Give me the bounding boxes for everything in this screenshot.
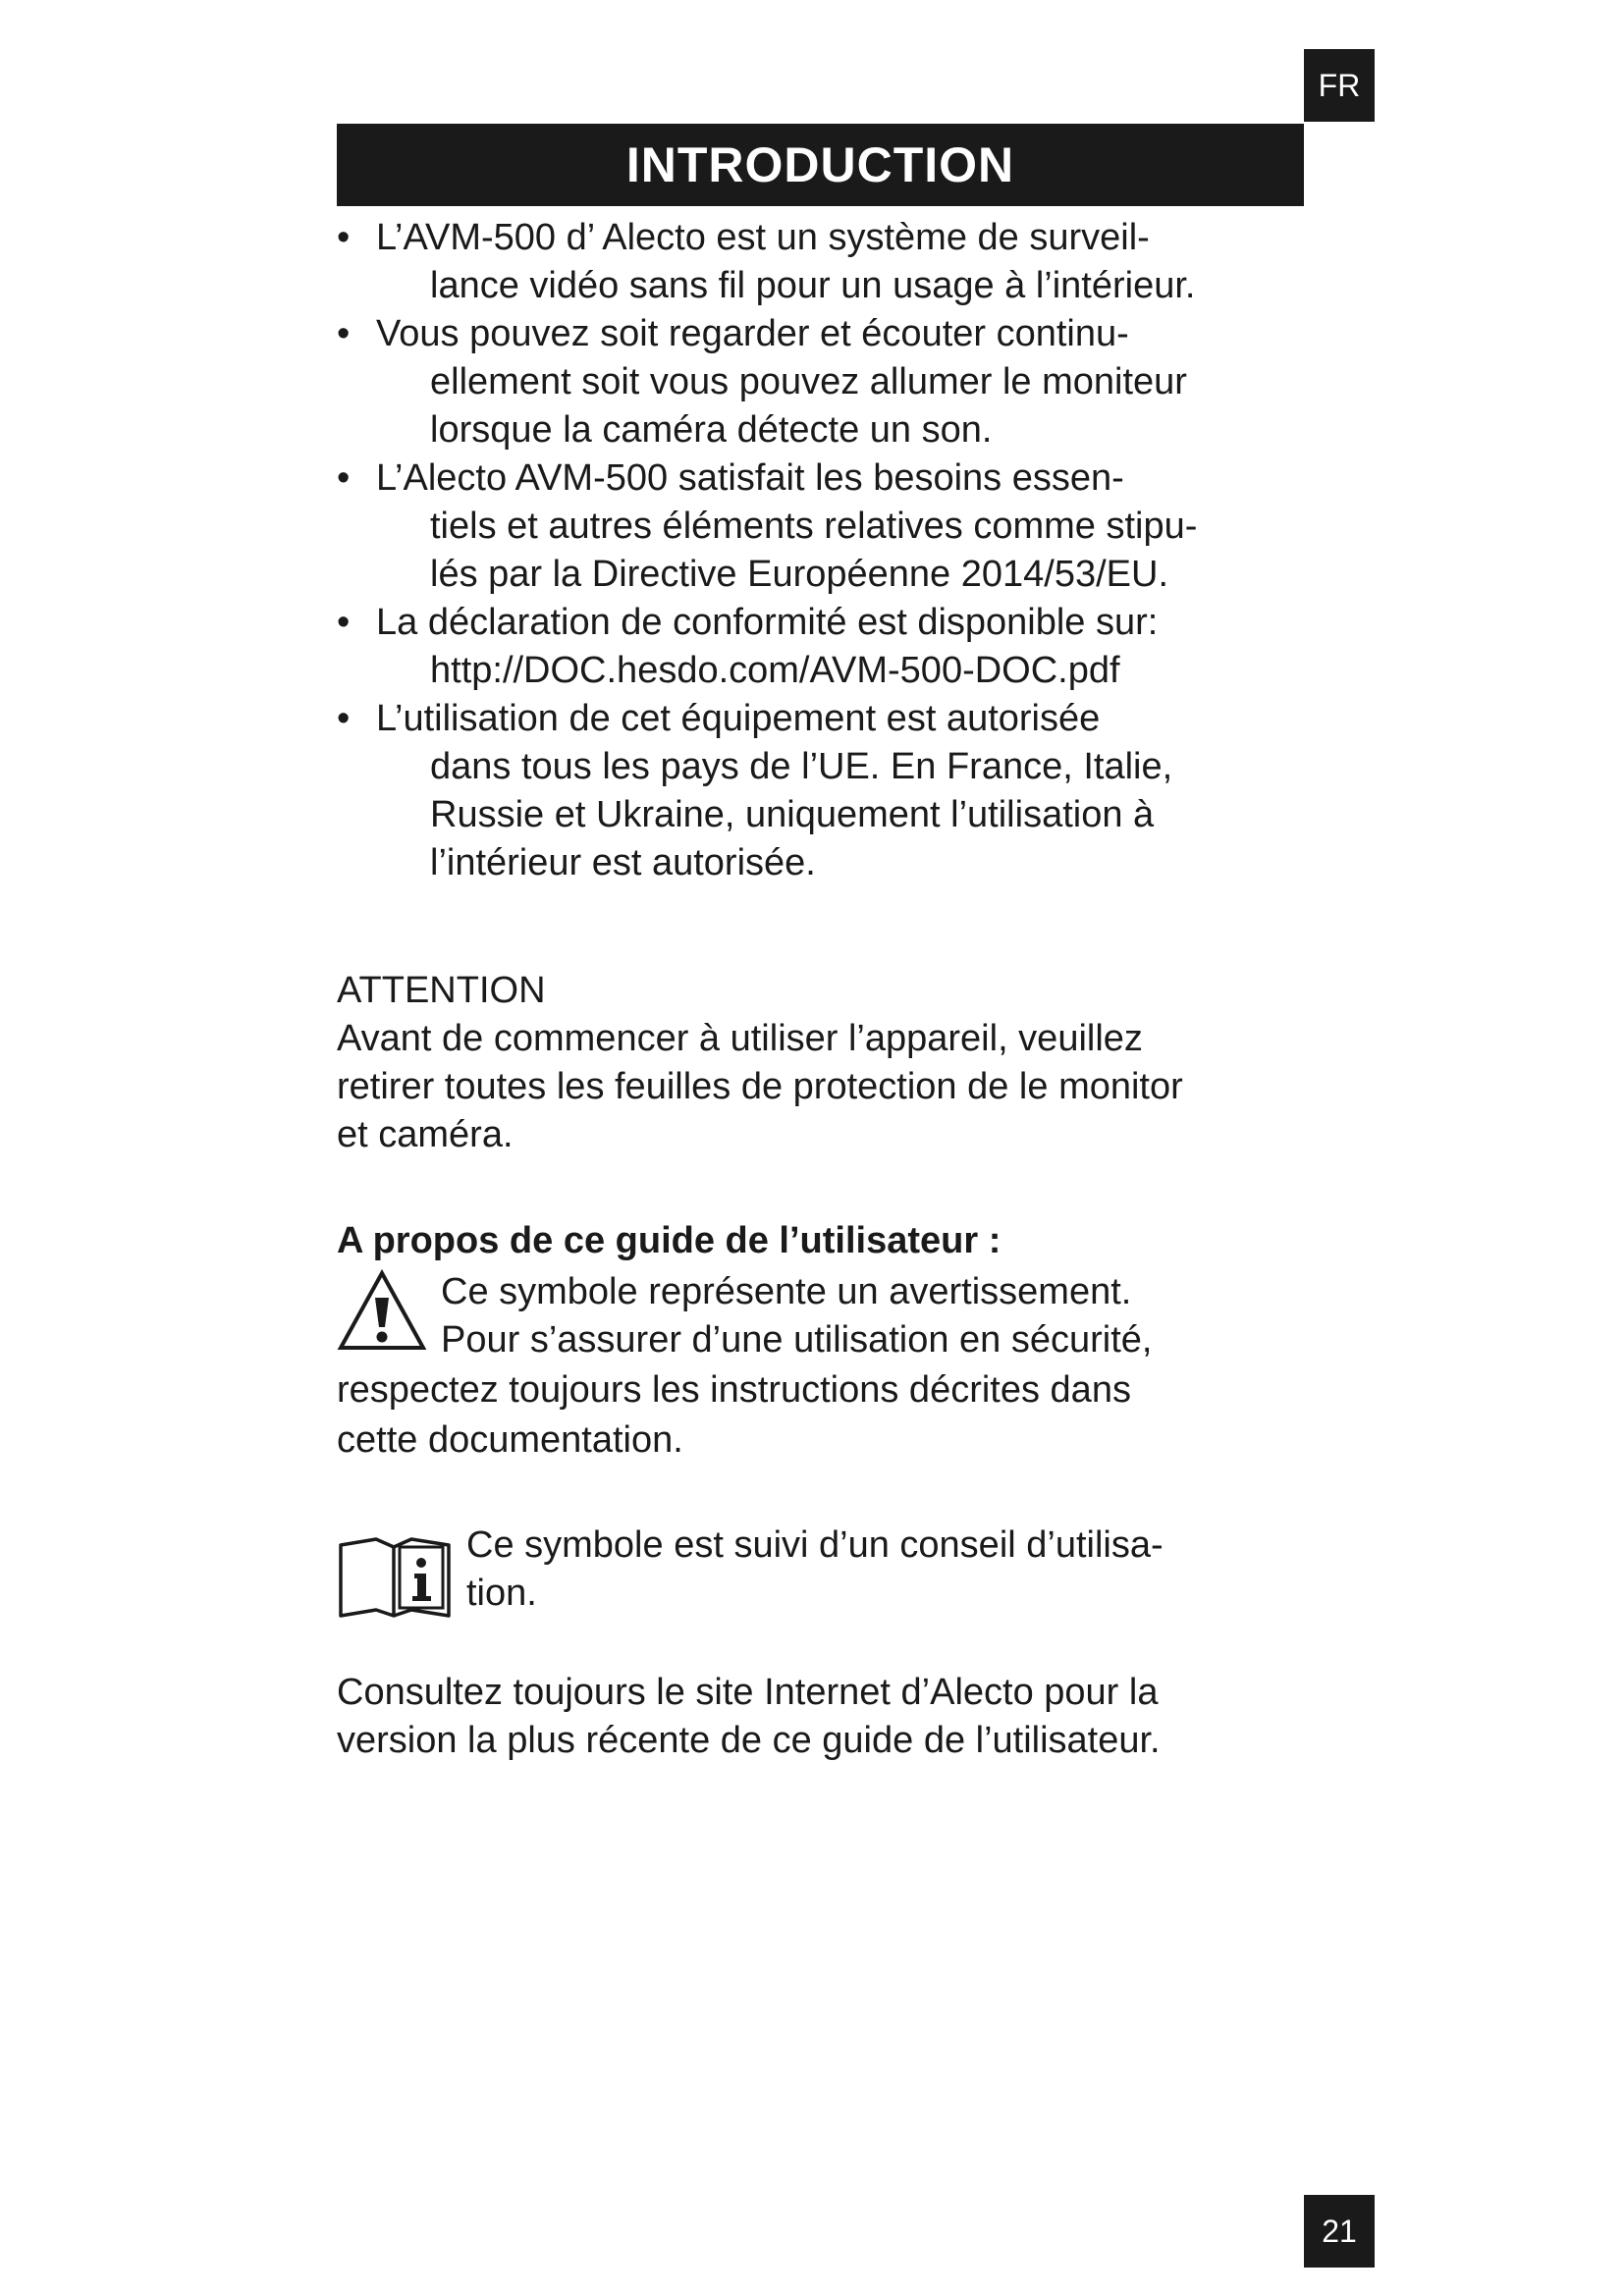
bullet-text: L’Alecto AVM-500 satisfait les besoins essen- bbox=[376, 457, 1124, 499]
bullet-item bbox=[332, 695, 1314, 887]
warning-text: respectez toujours les instructions décrites dans bbox=[337, 1369, 1131, 1411]
bullet-continuation: lorsque la caméra détecte un son. bbox=[430, 409, 993, 451]
bullet-dot: • bbox=[337, 698, 351, 739]
bullet-dot: • bbox=[337, 313, 351, 354]
doc-url[interactable]: http://DOC.hesdo.com/AVM-500-DOC.pdf bbox=[430, 650, 1120, 691]
about-section bbox=[337, 1217, 1319, 1265]
bullet-continuation: lés par la Directive Européenne 2014/53/EU. bbox=[430, 554, 1169, 595]
bullet-dot: • bbox=[337, 457, 351, 499]
info-note bbox=[337, 1522, 1319, 1618]
warning-text: cette documentation. bbox=[337, 1419, 683, 1461]
warning-note bbox=[337, 1268, 1319, 1465]
attention-line: retirer toutes les feuilles de protection de le monitor bbox=[337, 1066, 1183, 1107]
bullet-text: L’utilisation de cet équipement est autorisée bbox=[376, 698, 1101, 739]
bullet-continuation: Russie et Ukraine, uniquement l’utilisation à bbox=[430, 794, 1155, 835]
info-book-icon bbox=[337, 1529, 453, 1620]
bullet-continuation: dans tous les pays de l’UE. En France, Italie, bbox=[430, 746, 1173, 787]
bullet-dot: • bbox=[337, 602, 351, 643]
section-title: INTRODUCTION bbox=[337, 124, 1304, 206]
closing-line: version la plus récente de ce guide de l’utilisateur. bbox=[337, 1720, 1161, 1761]
attention-heading: ATTENTION bbox=[337, 970, 546, 1011]
closing-paragraph bbox=[337, 1669, 1319, 1765]
bullet-dot: • bbox=[337, 217, 351, 258]
warning-triangle-icon bbox=[337, 1268, 427, 1353]
bullet-text: L’AVM-500 d’ Alecto est un système de surveil- bbox=[376, 217, 1150, 258]
attention-line: et caméra. bbox=[337, 1114, 514, 1155]
warning-text: Ce symbole représente un avertissement. bbox=[441, 1271, 1132, 1312]
bullet-continuation: tiels et autres éléments relatives comme stipu- bbox=[430, 506, 1198, 547]
info-text: tion. bbox=[466, 1573, 537, 1614]
page-number: 21 bbox=[1304, 2195, 1375, 2268]
intro-bullet-list bbox=[332, 214, 1314, 887]
bullet-item bbox=[332, 214, 1314, 310]
language-tab: FR bbox=[1304, 49, 1375, 122]
about-title: A propos de ce guide de l’utilisateur : bbox=[337, 1220, 1001, 1261]
bullet-item bbox=[332, 454, 1314, 599]
bullet-continuation: lance vidéo sans fil pour un usage à l’intérieur. bbox=[430, 265, 1196, 306]
closing-line: Consultez toujours le site Internet d’Alecto pour la bbox=[337, 1672, 1159, 1713]
bullet-continuation: l’intérieur est autorisée. bbox=[430, 842, 816, 883]
attention-section bbox=[337, 967, 1319, 1159]
info-text: Ce symbole est suivi d’un conseil d’utilisa- bbox=[466, 1524, 1164, 1566]
bullet-text: Vous pouvez soit regarder et écouter continu- bbox=[376, 313, 1129, 354]
bullet-item bbox=[332, 599, 1314, 695]
bullet-continuation: ellement soit vous pouvez allumer le moniteur bbox=[430, 361, 1187, 402]
warning-text: Pour s’assurer d’une utilisation en sécurité, bbox=[441, 1319, 1153, 1361]
bullet-item bbox=[332, 310, 1314, 454]
bullet-text: La déclaration de conformité est disponible sur: bbox=[376, 602, 1159, 643]
attention-line: Avant de commencer à utiliser l’appareil, veuillez bbox=[337, 1018, 1143, 1059]
